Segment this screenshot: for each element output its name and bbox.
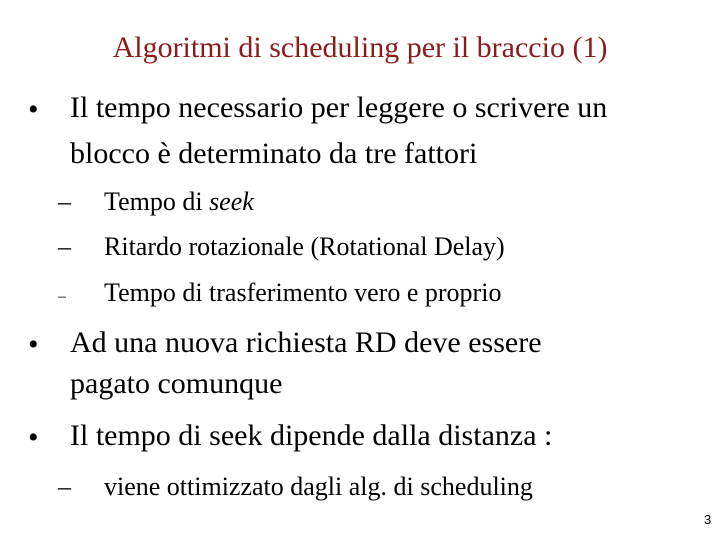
- bullet-marker: •: [28, 421, 39, 454]
- subitem-transfer-time: Tempo di trasferimento vero e proprio: [104, 278, 502, 307]
- subitem-seek-italic: seek: [209, 187, 254, 216]
- subitem-dash: –: [58, 232, 71, 261]
- subitem-seek: [104, 187, 254, 217]
- bullet-marker: •: [28, 93, 39, 126]
- page-number: 3: [704, 512, 712, 527]
- subitem-dash: –: [58, 288, 66, 305]
- bullet-2-line-1: Ad una nuova richiesta RD deve essere: [70, 326, 542, 359]
- subitem-dash: –: [58, 472, 71, 501]
- subitem-scheduling: viene ottimizzato dagli alg. di scheduling: [104, 472, 533, 501]
- bullet-marker: •: [28, 328, 39, 361]
- bullet-3-line-1: Il tempo di seek dipende dalla distanza :: [70, 419, 553, 452]
- subitem-dash: –: [58, 187, 71, 216]
- subitem-rotational-delay: Ritardo rotazionale (Rotational Delay): [104, 232, 505, 261]
- bullet-2-line-2: pagato comunque: [70, 367, 283, 400]
- bullet-1-line-2: blocco è determinato da tre fattori: [70, 137, 478, 170]
- slide-title: Algoritmi di scheduling per il braccio (1): [112, 31, 608, 64]
- bullet-1-line-1: Il tempo necessario per leggere o scrivere un: [70, 91, 608, 124]
- subitem-seek-prefix: Tempo di: [104, 187, 210, 216]
